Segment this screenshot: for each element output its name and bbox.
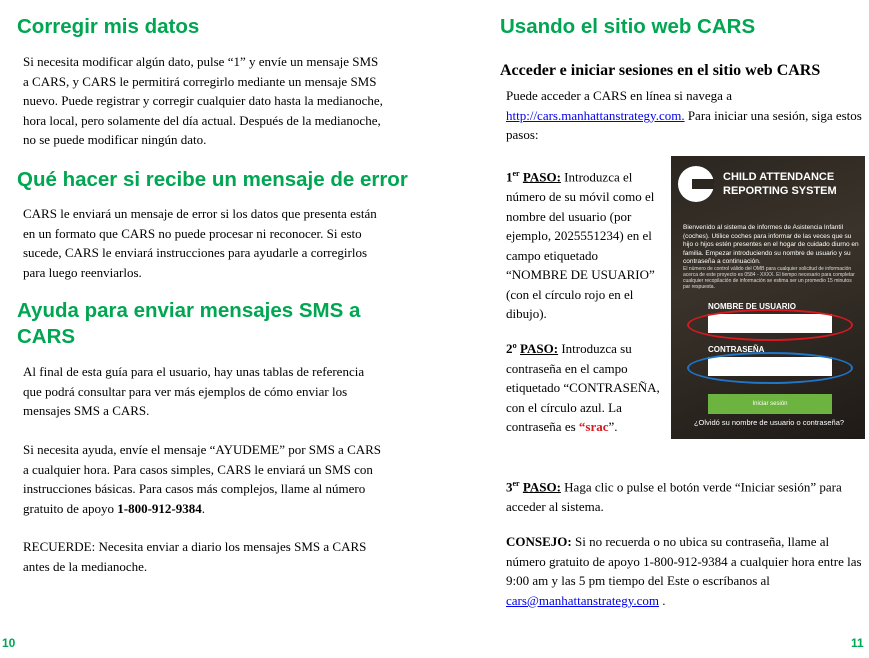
cars-logo-icon — [678, 166, 714, 202]
text-line — [506, 532, 862, 552]
text-line — [506, 417, 660, 437]
text: gratuito de apoyo — [23, 500, 118, 516]
text-line: no se puede modificar ningún dato. — [23, 132, 207, 148]
paragraph-error — [23, 204, 377, 282]
text-line: ejemplo, 2025551234) en el — [506, 228, 652, 244]
text: Haga clic o pulse el botón verde “Iniciar sesión” para — [560, 479, 842, 495]
brand-title — [723, 170, 837, 198]
password-value: “srac — [578, 419, 609, 435]
text-line: Al final de esta guía para el usuario, hay unas tablas de referencia — [23, 364, 365, 379]
text-line — [506, 106, 862, 126]
subheading-acceder: Acceder e iniciar sesiones en el sitio web CARS — [500, 62, 821, 79]
text-line: etiquetado “CONTRASEÑA, — [506, 380, 660, 396]
step-number: 3 — [506, 479, 513, 495]
text-line: antes de la medianoche. — [23, 558, 148, 574]
step-number: 2º — [506, 341, 521, 356]
text-line — [23, 499, 381, 519]
phone-number: 1-800-912-9384 — [117, 500, 202, 516]
step-3 — [506, 474, 842, 517]
brand-line: CHILD ATTENDANCE — [723, 171, 835, 183]
login-button: Iniciar sesión — [708, 394, 832, 414]
text: Introduzca su — [558, 341, 632, 356]
step-label: PASO: — [520, 341, 559, 356]
text: Si no recuerda o no ubica su contraseña, llame al — [571, 534, 830, 549]
paragraph-corregir — [23, 52, 383, 150]
text-line: campo etiquetado — [506, 247, 599, 263]
paragraph-tablas — [23, 362, 364, 421]
text: Introduzca el — [560, 169, 633, 185]
text-line: instrucciones básicas. Para casos más complejos, llame al número — [23, 481, 366, 497]
text-line: en un formato que CARS no puede procesar ni reconocer. Si esto — [23, 225, 362, 241]
password-label: CONTRASEÑA — [708, 345, 765, 354]
heading-ayuda — [17, 298, 360, 350]
heading-line: CARS — [17, 325, 76, 348]
text-line: nuevo. Puede registrar y corregir cualquier dato hasta la medianoche, — [23, 93, 383, 109]
heading-usando: Usando el sitio web CARS — [500, 15, 756, 38]
text-line: pasos: — [506, 127, 539, 143]
paragraph-intro — [506, 86, 862, 145]
text-line: nombre del usuario (por — [506, 208, 632, 224]
text-line: (con el círculo rojo en el — [506, 286, 634, 302]
text-line: CARS le enviará un mensaje de error si los datos que presenta están — [23, 206, 377, 221]
text-line: con el círculo azul. La — [506, 399, 622, 415]
text: . — [659, 592, 666, 608]
text-line: 9:00 am y las 5 pm tiempo del Este o escríbanos al — [506, 573, 770, 589]
text-line: Si necesita ayuda, envíe el mensaje “AYUDEME” por SMS a CARS — [23, 442, 382, 457]
heading-error: Qué hacer si recibe un mensaje de error — [17, 168, 408, 191]
text-line: que podrá consultar para ver más ejemplos de cómo enviar los — [23, 383, 348, 399]
step-1 — [506, 164, 655, 324]
text: Para iniciar una sesión, siga estos — [684, 107, 862, 123]
omb-text: El número de control válido del OMB para cualquier solicitud de información acerca de este proyecto es 0584 - XXXX. El tiempo necesario para completar cualquier recopilación de información se estima ser un promedio 15 minutos par respuesta. — [683, 266, 855, 290]
lines — [23, 440, 381, 499]
text-line: sucede, CARS le enviará instrucciones para ayudarle a corregirlos — [23, 245, 368, 261]
brand-line: REPORTING SYSTEM — [723, 185, 837, 197]
text-line: a CARS, y CARS le permitirá corregirlo mediante un mensaje SMS — [23, 73, 377, 89]
text-line — [506, 474, 842, 497]
text-line: a cualquier hora. Para casos simples, CARS le enviará un SMS con — [23, 461, 373, 477]
text-line: contraseña en el campo — [506, 360, 628, 376]
text-line: hora local, pero solamente del día actual. Después de la medianoche, — [23, 112, 381, 128]
text: ”. — [608, 419, 618, 435]
tip-label: CONSEJO: — [506, 534, 572, 549]
step-sup: er — [512, 479, 520, 488]
text: contraseña es — [506, 419, 579, 435]
paragraph-recuerde — [23, 537, 366, 576]
page-number: 10 — [2, 636, 16, 650]
text-line: “NOMBRE DE USUARIO” — [506, 267, 655, 283]
cars-website-link[interactable]: http://cars.manhattanstrategy.com. — [506, 107, 685, 123]
text-line: mensajes SMS a CARS. — [23, 403, 150, 419]
step-label: PASO: — [522, 479, 561, 495]
welcome-text: Bienvenido al sistema de informes de Asistencia Infantil (coches). Utilice coches para informar de las veces que su hijo o hijos estén presentes en el hogar de cuidado diurno en familia. Empezar introduciendo su nombre de usuario y su contraseña a continuación. — [683, 224, 859, 265]
page-number: 11 — [851, 636, 864, 650]
username-label: NOMBRE DE USUARIO — [708, 302, 797, 311]
text-line — [506, 164, 655, 187]
text-line — [506, 339, 660, 359]
heading-corregir: Corregir mis datos — [17, 15, 200, 38]
text-line: dibujo). — [506, 306, 547, 322]
step-2 — [506, 339, 660, 437]
paragraph-ayuda — [23, 440, 381, 518]
login-screenshot — [671, 156, 865, 439]
text-line: Puede acceder a CARS en línea si navega a — [506, 88, 732, 103]
tip — [506, 532, 862, 610]
text-line: RECUERDE: Necesita enviar a diario los mensajes SMS a CARS — [23, 539, 367, 554]
text-line: número de su móvil como el — [506, 188, 655, 204]
email-link[interactable]: cars@manhattanstrategy.com — [506, 592, 659, 608]
heading-line: Ayuda para enviar mensajes SMS a — [17, 299, 361, 322]
red-circle — [687, 309, 853, 341]
step-label: PASO: — [522, 169, 561, 185]
text-line: acceder al sistema. — [506, 498, 604, 514]
step-number: 1 — [506, 169, 513, 185]
step-sup: er — [512, 169, 520, 178]
text-line — [506, 591, 862, 611]
text-line: número gratuito de apoyo 1-800-912-9384 a cualquier hora entre las — [506, 553, 862, 569]
blue-circle — [687, 352, 853, 384]
text-line: para luego reenviarlos. — [23, 264, 142, 280]
text-line: Si necesita modificar algún dato, pulse “1” y envíe un mensaje SMS — [23, 54, 379, 69]
forgot-link: ¿Olvidó su nombre de usuario o contraseña? — [693, 418, 845, 427]
text: . — [201, 500, 205, 516]
